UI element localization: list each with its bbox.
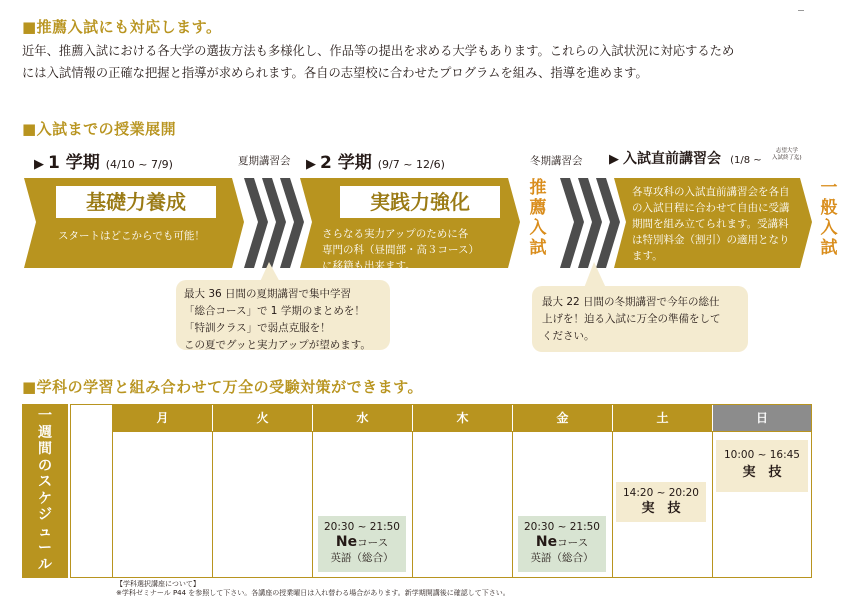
intro-paragraph: [22, 40, 852, 84]
summer-bubble-line-1: 最大 36 日間の夏期講習で集中学習: [184, 288, 352, 300]
day-fri: 金: [513, 405, 612, 431]
col-divider: [712, 431, 713, 577]
summer-bubble-line-2: 「総合コース」で 1 学期のまとめを！: [184, 305, 365, 317]
sun-class-box: [716, 440, 808, 492]
term1-arrow-icon: ▶: [34, 157, 44, 172]
col-divider: [512, 431, 513, 577]
chevron-2a-icon: [560, 178, 584, 268]
summer-bubble-line-3: 「特訓クラス」で弱点克服を！: [184, 322, 331, 334]
col-divider: [412, 431, 413, 577]
term1-heading: [34, 148, 173, 173]
wed-class-box: [318, 516, 406, 572]
fri-class-box: [518, 516, 606, 572]
chevron-1a-icon: [244, 178, 268, 268]
sat-label: 実 技: [641, 501, 681, 516]
day-sun: 日: [713, 405, 811, 431]
corner-mark: [798, 10, 804, 11]
suisen-label: [528, 178, 548, 258]
sat-class-box: [616, 482, 706, 522]
side-char-10: ル: [38, 556, 52, 573]
side-char-5: ス: [38, 474, 52, 490]
summer-bubble-line-4: この夏でグッと実力アップが望めます。: [184, 339, 371, 351]
phase3-desc-2: の入試日程に合わせて自由に受講: [632, 202, 790, 214]
intro-line-2: には入試情報の正確な把握と指導が求められます。各自の志望校に合わせたプログラムを組み、指導を進めます。: [22, 66, 648, 80]
schedule-title: ■学科の学習と組み合わせて万全の受験対策ができます。: [22, 378, 423, 396]
side-char-1: 一: [38, 408, 52, 424]
side-char-3: 間: [38, 441, 52, 457]
term2-arrow-icon: ▶: [306, 157, 316, 172]
fri-course-rest: コース: [557, 537, 589, 549]
phase3-desc-3: 期間を組み立てられます。受講料: [632, 218, 789, 230]
side-char-6: ケ: [38, 490, 52, 507]
suisen-char-2: 薦: [529, 198, 547, 218]
day-mon: 月: [113, 405, 212, 431]
suisen-char-1: 推: [529, 178, 547, 198]
ippan-char-4: 試: [820, 238, 838, 258]
term2-range: (9/7 ~ 12/6): [377, 158, 445, 171]
suisen-char-4: 試: [529, 238, 547, 258]
side-char-9: ー: [38, 540, 52, 556]
term3-note: [772, 148, 802, 162]
ippan-label: [819, 178, 839, 258]
winter-bubble-line-1: 最大 22 日間の冬期講習で今年の総仕: [542, 296, 720, 308]
summer-bubble: [176, 280, 390, 350]
term3-note-1: 志望大学: [775, 148, 798, 154]
phase2-desc-3: に移籍も出来ます。: [322, 260, 416, 272]
phase2-title: 実践力強化: [340, 186, 500, 218]
ippan-char-1: 一: [820, 178, 838, 198]
timeline-title: ■入試までの授業展開: [22, 120, 177, 138]
winter-bubble: [532, 286, 748, 352]
term1-range: (4/10 ~ 7/9): [105, 158, 173, 171]
phase3-desc: [632, 184, 790, 264]
footnote: [116, 580, 510, 598]
col-divider: [612, 431, 613, 577]
schedule-side-label: [22, 404, 68, 578]
side-char-2: 週: [38, 424, 52, 441]
fri-time: 20:30 ~ 21:50: [524, 521, 600, 533]
winter-bubble-line-3: ください。: [542, 330, 595, 342]
wed-course-bold: Ne: [335, 534, 358, 550]
day-sat: 土: [613, 405, 712, 431]
sun-label: 実 技: [742, 465, 782, 480]
col-divider: [212, 431, 213, 577]
fri-course-bold: Ne: [535, 534, 558, 550]
phase2-desc-1: さらなる実力アップのために各: [322, 228, 469, 240]
summer-label: 夏期講習会: [238, 155, 291, 167]
day-wed: 水: [313, 405, 412, 431]
wed-course-rest: コース: [357, 537, 389, 549]
term3-range: (1/8 ~: [730, 155, 762, 166]
phase3-desc-1: 各専攻科の入試直前講習会を各自: [632, 186, 790, 198]
term1-label: 1 学期: [48, 153, 100, 173]
sun-time: 10:00 ~ 16:45: [724, 449, 800, 461]
footnote-line-1: 【学科選択講座について】: [116, 580, 200, 588]
side-char-7: ジ: [38, 507, 52, 523]
wed-time: 20:30 ~ 21:50: [324, 521, 400, 533]
term3-heading: [609, 148, 762, 168]
ippan-char-2: 般: [820, 198, 838, 218]
winter-bubble-line-2: 上げを！迫る入試に万全の準備をして: [542, 313, 721, 325]
header-divider: [113, 431, 811, 432]
phase3-desc-4: は特別料金（割引）の適用となり: [632, 234, 790, 246]
phase2-desc-2: 専門の科（昼間部・高３コース）: [322, 244, 479, 256]
intro-title: ■推薦入試にも対応します。: [22, 18, 222, 36]
suisen-char-3: 入: [529, 218, 547, 238]
fri-subject: 英語（総合）: [530, 552, 594, 564]
schedule-blank-col: [70, 404, 112, 578]
footnote-line-2: ※学科ゼミナール P44 を参照して下さい。各講座の授業曜日は入れ替わる場合があります。新学期開講後に確認して下さい。: [116, 589, 510, 597]
phase2-desc: [322, 226, 479, 274]
winter-label: 冬期講習会: [530, 155, 583, 167]
day-tue: 火: [213, 405, 312, 431]
term2-label: 2 学期: [320, 153, 372, 173]
intro-line-1: 近年、推薦入試における各大学の選抜方法も多様化し、作品等の提出を求める大学もあります。これらの入試状況に対応するため: [22, 44, 735, 58]
term3-note-2: 入試終了迄): [772, 155, 802, 161]
phase3-desc-5: ます。: [632, 250, 663, 262]
phase1-title: 基礎力養成: [56, 186, 216, 218]
side-char-8: ュ: [38, 523, 52, 540]
term3-arrow-icon: ▶: [609, 152, 619, 167]
col-divider: [312, 431, 313, 577]
wed-subject: 英語（総合）: [330, 552, 394, 564]
side-char-4: の: [38, 457, 52, 474]
day-thu: 木: [413, 405, 512, 431]
ippan-char-3: 入: [820, 218, 838, 238]
term2-heading: [306, 148, 445, 173]
phase1-desc: スタートはどこからでも可能！: [58, 230, 205, 242]
sat-time: 14:20 ~ 20:20: [623, 487, 699, 499]
term3-label: 入試直前講習会: [623, 151, 721, 167]
